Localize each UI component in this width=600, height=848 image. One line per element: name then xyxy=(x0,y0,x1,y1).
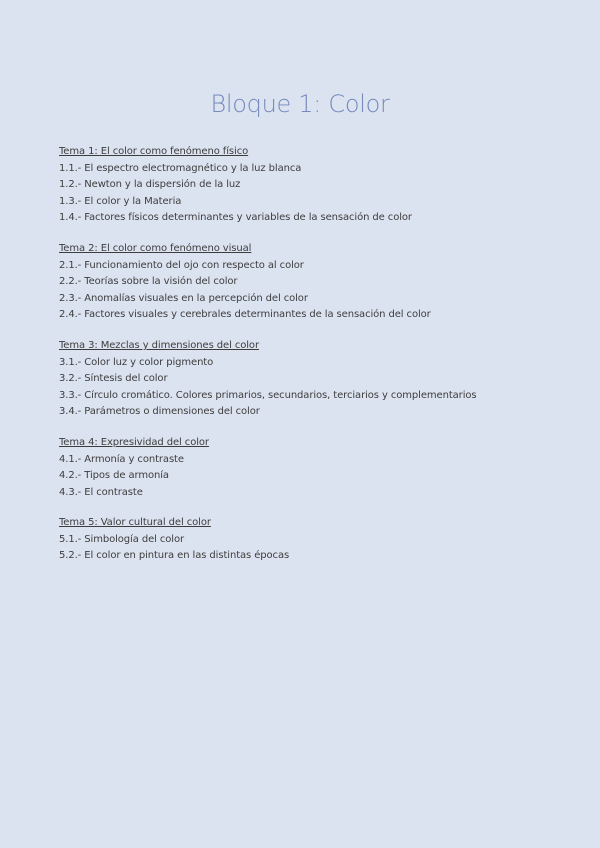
list-item: 3.2.- Síntesis del color xyxy=(59,373,168,385)
list-item: 3.4.- Parámetros o dimensiones del color xyxy=(59,406,260,418)
section-tema-2 xyxy=(59,241,579,324)
list-item: 1.2.- Newton y la dispersión de la luz xyxy=(59,179,241,191)
section-title: Tema 4: Expresividad del color xyxy=(59,436,209,448)
list-item: 4.2.- Tipos de armonía xyxy=(59,470,169,482)
list-item: 3.1.- Color luz y color pigmento xyxy=(59,356,214,368)
section-tema-1 xyxy=(59,144,579,227)
list-item: 3.3.- Círculo cromático. Colores primarios, secundarios, terciarios y complementarios xyxy=(59,389,477,401)
section-tema-5 xyxy=(59,515,579,565)
section-title: Tema 2: El color como fenómeno visual xyxy=(59,242,252,254)
section-tema-4 xyxy=(59,435,579,501)
list-item: 1.1.- El espectro electromagnético y la luz blanca xyxy=(59,162,302,174)
list-item: 4.3.- El contraste xyxy=(59,486,143,498)
list-item: 5.2.- El color en pintura en las distintas épocas xyxy=(59,550,290,562)
section-title: Tema 1: El color como fenómeno físico xyxy=(59,146,249,157)
list-item: 2.2.- Teorías sobre la visión del color xyxy=(59,276,238,288)
list-item: 1.3.- El color y la Materia xyxy=(59,195,182,207)
list-item: 5.1.- Simbología del color xyxy=(59,533,185,545)
list-item: 2.1.- Funcionamiento del ojo con respecto al color xyxy=(59,259,304,271)
section-title: Tema 5: Valor cultural del color xyxy=(59,517,211,529)
section-title: Tema 3: Mezclas y dimensiones del color xyxy=(59,339,259,351)
section-tema-3 xyxy=(59,338,579,421)
list-item: 2.3.- Anomalías visuales en la percepción del color xyxy=(59,292,308,304)
list-item: 4.1.- Armonía y contraste xyxy=(59,453,184,465)
table-of-contents xyxy=(59,144,579,579)
page-title: Bloque 1: Color xyxy=(210,90,390,118)
list-item: 1.4.- Factores físicos determinantes y variables de la sensación de color xyxy=(59,212,412,224)
list-item: 2.4.- Factores visuales y cerebrales determinantes de la sensación del color xyxy=(59,309,431,321)
